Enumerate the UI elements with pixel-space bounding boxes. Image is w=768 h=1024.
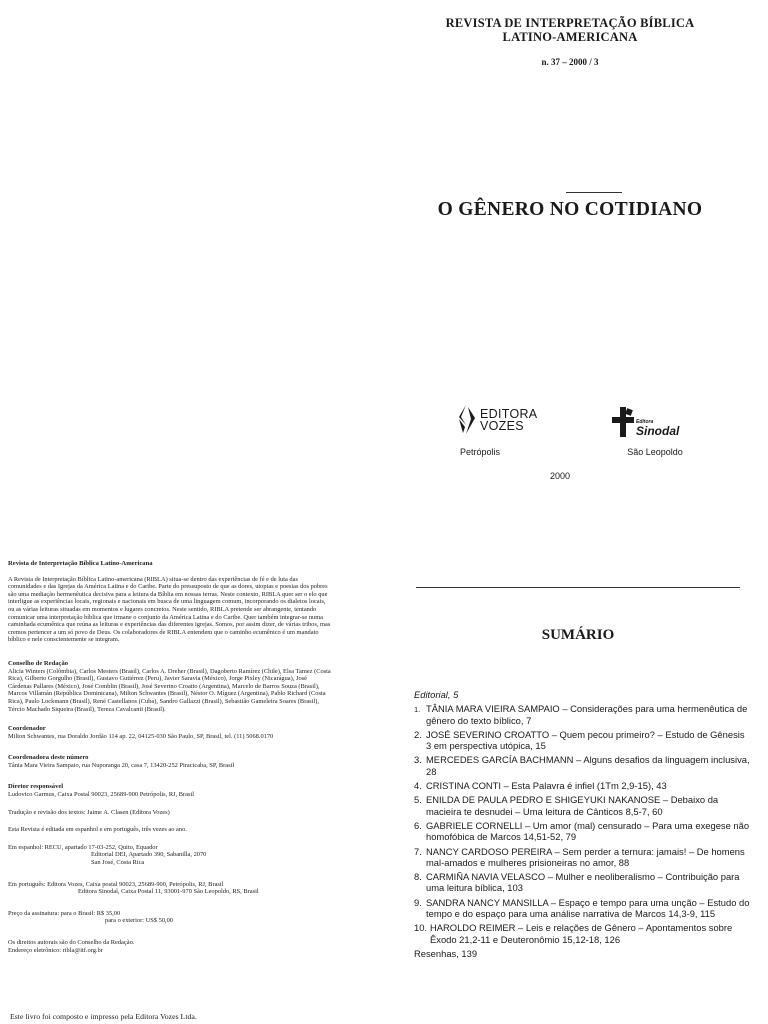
toc-item-text: TÂNIA MARA VIEIRA SAMPAIO – Considerações para uma hermenêutica de gênero do texto bíblico, 7 (426, 703, 748, 726)
spanish-address-3: San José, Costa Rica (91, 859, 145, 867)
publisher-vozes-city: Petrópolis (459, 447, 501, 457)
vozes-emblem-icon (457, 405, 477, 435)
price-abroad: para o exterior: US$ 50,00 (105, 917, 173, 925)
journal-title (400, 16, 740, 44)
portuguese-label: Em português: (8, 880, 46, 888)
colophon-heading: Revista de Interpretação Bíblica Latino-Americana (8, 560, 153, 567)
issue-coordinator-heading: Coordenadora deste número (8, 754, 89, 762)
edition-note: Esta Revista é editada em espanhol e em português, três vezes ao ano. (8, 826, 187, 834)
toc-item-text: CRISTINA CONTI – Esta Palavra é infiel (1Tm 2,9-15), 43 (426, 780, 667, 792)
toc-item (414, 846, 750, 869)
journal-title-line1: REVISTA DE INTERPRETAÇÃO BÍBLICA (445, 16, 695, 30)
toc-item (414, 871, 750, 894)
toc-item-number: 4. (414, 780, 422, 792)
colophon (8, 560, 332, 954)
toc-item-text: ENILDA DE PAULA PEDRO E SHIGEYUKI NAKANOSE – Debaixo da macieira te desnudei – Uma leitura de Cânticos 8,5-7, 60 (426, 794, 719, 817)
printer-footer: Este livro foi composto e impresso pela Editora Vozes Ltda. (10, 1012, 197, 1021)
email-text: Endereço eletrônico: ribla@itf.org.br (8, 946, 103, 954)
toc-item-text: NANCY CARDOSO PEREIRA – Sem perder a ternura: jamais! – De homens mal-amados e mulheres prisioneiras no amor, 88 (426, 845, 745, 868)
portuguese-address-1: Editora Vozes, Caixa postal 90023, 25689-900, Petrópolis, RJ, Brasil (47, 880, 224, 888)
spanish-label: Em espanhol: (8, 843, 43, 851)
toc-item-number: 2. (414, 728, 422, 740)
issue-title: O GÊNERO NO COTIDIANO (437, 199, 703, 220)
toc-item (414, 897, 750, 920)
council-members: Alicia Winters (Colômbia), Carlos Mesters (Brasil), Carlos A. Dreher (Brasil), Dagoberto Ramírez (Chile), Elsa Tamez (Costa Rica), Gilberto Gorgulho (Brasil), Gustavo Gutiérrez (Peru), Javier Saravia (México), Jorge Pixley (Nicarágua), José Cárdenas Pallares (México), José Comblin (Brasil), José Severino Croatto (Argentina), Marcelo de Barros Souza (Brasil), Marcos Villamán (República Dominicana), Milton Schwantes (Brasil), Néstor O. Míguez (Argentina), Pablo Richard (Costa Rica), Paulo Lockmann (Brasil), René Castellanos (Cuba), Sandro Gallazzi (Brasil), Sebastião Gameleira Soares (Brasil), Tércio Machado Siqueira (Brasil), Tereza Cavalcanti (Brasil). (8, 667, 331, 713)
coordinator-heading: Coordenador (8, 725, 46, 733)
portuguese-edition (8, 881, 332, 896)
toc-reviews: Resenhas, 139 (414, 947, 478, 959)
publication-year: 2000 (549, 471, 571, 481)
toc-item (414, 729, 750, 752)
colophon-intro: A Revista de Interpretação Bíblica Latino-americana (RIBLA) situa-se dentro das experiências de fé e de luta das comunidades e das Igrejas da América Latina e do Caribe. Parte do pressuposto de que as dores, utopias e poesias dos pobres são uma mediação hermenêutica decisiva para a leitura da Bíblia em nossas terras. Neste contexto, RIBLA quer ser o elo que interligue as experiências locais, regionais e nacionais em busca de uma linguagem comum, incorporando os dialetos locais, ou as várias leituras situadas em momentos e lugares concretos. Neste sentido, RIBLA pretende ser abrangente, tentando comunicar uma interpretação bíblica que irmane o conjunto da América Latina e do Caribe. Quer também integrar-se numa caminhada ecumênica que reúna as leituras e experiências das diferentes igrejas. Somos, por assim dizer, de várias tribos, mas cremos pertencer a um só povo de Deus. Os colaboradores de RIBLA entendem que o caminho ecumênico é um mandato bíblico e nele conscientemente se integram. (8, 575, 331, 644)
toc-item-number: 7. (414, 845, 422, 857)
toc-item-number: 6. (414, 819, 422, 831)
summary-rule (416, 587, 740, 588)
spanish-address-2: Editorial DEI, Apartado 390, Sabanilla, 2070 (91, 851, 207, 859)
toc-item-number: 3. (414, 754, 422, 766)
toc-item (414, 703, 750, 726)
toc-item-number: 10. (414, 922, 428, 934)
toc-item-text: CARMIÑA NAVIA VELASCO – Mulher e neoliberalismo – Contribuição para uma leitura bíblica, 103 (426, 871, 740, 894)
vozes-line1: EDITORA (480, 407, 538, 421)
publisher-vozes-logo (457, 405, 537, 435)
toc-item-text: GABRIELE CORNELLI – Um amor (mal) censurado – Para uma exegese não homofóbica de Marcos 14,51-52, 79 (426, 819, 750, 843)
toc-item-number: 8. (414, 871, 422, 883)
spanish-address-1: RECU, apartado 17-03-252, Quito, Equador (44, 843, 158, 851)
rights-notice (8, 939, 332, 954)
subscription-price (8, 910, 332, 925)
sinodal-name: Sinodal (636, 424, 680, 438)
toc-item-text: HAROLDO REIMER – Leis e relações de Gênero – Apontamentos sobre Êxodo 21,2-11 e Deuteronômio 15,12-18, 126 (430, 922, 733, 945)
spanish-edition (8, 844, 332, 867)
toc-item-text: MERCEDES GARCÍA BACHMANN – Alguns desafios da linguagem inclusiva, 28 (426, 754, 750, 777)
coordinator-text: Milton Schwantes, rua Doraldo Jordão 114 ap. 22, 04125-030 São Paulo, SP, Brasil, tel. (11) 5068.0170 (8, 732, 274, 740)
toc-item (414, 794, 750, 817)
publisher-sinodal-logo (612, 407, 679, 437)
toc-item-number: 1. (414, 705, 421, 715)
toc-item (414, 780, 750, 791)
publisher-sinodal-city: São Leopoldo (627, 447, 683, 457)
title-rule (566, 192, 622, 193)
toc-item-number: 5. (414, 794, 422, 806)
toc-item (414, 820, 750, 843)
council-heading: Conselho de Redação (8, 659, 69, 667)
issue-coordinator-text: Tânia Mara Vieira Sampaio, rua Nuporanga 20, casa 7, 13420-252 Piracicaba, SP, Brasil (8, 761, 235, 769)
toc-item (414, 754, 750, 777)
issue-number: n. 37 – 2000 / 3 (541, 57, 599, 67)
toc-item (414, 922, 750, 945)
translation-credit: Tradução e revisão dos textos: Jaime A. Clasen (Editora Vozes) (8, 808, 170, 816)
price-brazil: Preço da assinatura: para o Brasil: R$ 35,00 (8, 909, 121, 917)
director-heading: Diretor responsável (8, 783, 64, 791)
toc-item-number: 9. (414, 896, 422, 908)
portuguese-address-2: Editora Sinodal, Caixa Postal 11, 93001-970 São Leopoldo, RS, Brasil (78, 888, 259, 896)
sinodal-small-label: Editora (636, 419, 654, 425)
rights-text: Os direitos autorais são do Conselho da Redação. (8, 939, 135, 946)
sinodal-cross-icon (612, 407, 634, 437)
table-of-contents (414, 689, 750, 959)
director-text: Ludovico Garmus, Caixa Postal 90023, 25689-900 Petrópolis, RJ, Brasil (8, 791, 195, 799)
journal-title-line2: LATINO-AMERICANA (502, 30, 638, 44)
vozes-line2: VOZES (480, 419, 524, 433)
toc-editorial: Editorial, 5 (414, 689, 459, 700)
summary-title: SUMÁRIO (541, 627, 615, 643)
toc-item-text: SANDRA NANCY MANSILLA – Espaço e tempo para uma unção – Estudo do tempo e do espaço para uma análise narrativa de Marcos 14,3-9, 115 (426, 896, 750, 920)
toc-item-text: JOSÉ SEVERINO CROATTO – Quem pecou primeiro? – Estudo de Gênesis 3 em perspectiva utópica, 15 (426, 728, 745, 752)
